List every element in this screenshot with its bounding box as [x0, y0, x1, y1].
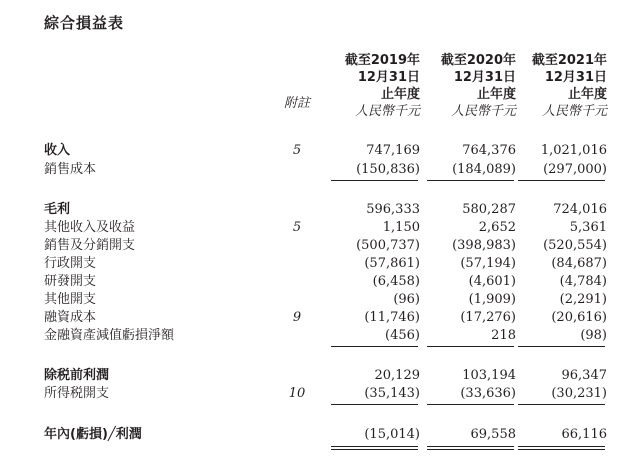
table-row-revenue: [0, 141, 629, 160]
row-note: 9: [292, 310, 302, 325]
column-header-2021-line2: 12月31日: [544, 70, 607, 85]
value-2019: (500,737): [356, 238, 420, 253]
value-2019: (6,458): [372, 274, 420, 289]
table-row-net-profit: [0, 425, 629, 444]
row-label: 銷售及分銷開支: [44, 238, 136, 253]
statement-title: 綜合損益表: [44, 14, 125, 32]
value-2021: (520,554): [543, 238, 607, 253]
row-label: 融資成本: [44, 310, 97, 325]
row-note: 5: [292, 143, 302, 158]
double-underline-2021-top: [518, 446, 605, 447]
column-header-2021: [532, 52, 607, 120]
value-2021: (30,231): [551, 386, 607, 401]
underline-2020: [427, 346, 514, 347]
column-header-2020-line2: 12月31日: [453, 70, 516, 85]
value-2019: (57,861): [364, 256, 420, 271]
column-header-2019-unit: 人民幣千元: [354, 104, 420, 119]
value-2019: (150,836): [356, 162, 420, 177]
underline-2021: [518, 180, 605, 181]
value-2020: 218: [491, 328, 516, 343]
underline-2019: [331, 180, 418, 181]
value-2021: 1,021,016: [540, 143, 607, 158]
value-2020: 580,287: [462, 202, 516, 217]
value-2019: (96): [393, 292, 420, 307]
row-label: 研發開支: [44, 274, 97, 289]
row-label: 除税前利潤: [44, 368, 110, 383]
value-2021: (4,784): [559, 274, 607, 289]
table-row-rnd-expenses: [0, 272, 629, 291]
table-row-finance-costs: [0, 308, 629, 327]
value-2020: (184,089): [452, 162, 516, 177]
row-note: 5: [292, 220, 302, 235]
value-2021: (297,000): [543, 162, 607, 177]
note-column-header: 附註: [283, 96, 310, 111]
value-2019: (11,746): [364, 310, 420, 325]
table-row-other-income: [0, 218, 629, 237]
column-header-2021-line1: 截至2021年: [531, 53, 607, 68]
row-label: 行政開支: [44, 256, 97, 271]
value-2019: (35,143): [364, 386, 420, 401]
underline-2020: [427, 404, 514, 405]
double-underline-2019-bottom: [331, 449, 418, 450]
value-2019: 747,169: [366, 143, 420, 158]
value-2020: (1,909): [468, 292, 516, 307]
row-label: 年內(虧損)╱利潤: [44, 427, 142, 442]
value-2021: (98): [580, 328, 607, 343]
table-row-impairment-losses: [0, 326, 629, 345]
row-label: 所得税開支: [44, 386, 110, 401]
row-note: 10: [288, 386, 306, 401]
row-label: 毛利: [44, 202, 71, 217]
value-2019: (15,014): [364, 427, 420, 442]
double-underline-2021-bottom: [518, 449, 605, 450]
row-label: 金融資產減值虧損淨額: [44, 328, 175, 343]
value-2021: (2,291): [559, 292, 607, 307]
value-2020: 2,652: [478, 220, 516, 235]
column-header-2020: [441, 52, 516, 120]
table-row-gross-profit: [0, 200, 629, 219]
value-2021: (84,687): [551, 256, 607, 271]
value-2020: 103,194: [462, 368, 516, 383]
double-underline-2019-top: [331, 446, 418, 447]
table-row-cost-of-sales: [0, 160, 629, 179]
double-underline-2020-bottom: [427, 449, 514, 450]
table-row-profit-before-tax: [0, 366, 629, 385]
column-header-2021-unit: 人民幣千元: [541, 104, 607, 119]
table-row-admin-expenses: [0, 254, 629, 273]
underline-2021: [518, 346, 605, 347]
column-header-2019: [345, 52, 420, 120]
underline-2019: [331, 346, 418, 347]
value-2021: 5,361: [569, 220, 607, 235]
column-header-2020-line1: 截至2020年: [440, 53, 516, 68]
value-2021: 96,347: [561, 368, 607, 383]
value-2020: (17,276): [460, 310, 516, 325]
underline-2020: [427, 180, 514, 181]
value-2020: (398,983): [452, 238, 516, 253]
table-row-income-tax: [0, 384, 629, 403]
column-header-2019-line1: 截至2019年: [344, 53, 420, 68]
value-2019: 596,333: [366, 202, 420, 217]
row-label: 收入: [44, 143, 71, 158]
value-2021: (20,616): [551, 310, 607, 325]
underline-2019: [331, 404, 418, 405]
value-2020: (57,194): [460, 256, 516, 271]
table-row-other-expenses: [0, 290, 629, 309]
table-row-selling-expenses: [0, 236, 629, 255]
row-label: 銷售成本: [44, 162, 97, 177]
double-underline-2020-top: [427, 446, 514, 447]
value-2019: 20,129: [374, 368, 420, 383]
value-2020: 69,558: [470, 427, 516, 442]
value-2020: (33,636): [460, 386, 516, 401]
underline-2021: [518, 404, 605, 405]
value-2019: (456): [385, 328, 420, 343]
value-2019: 1,150: [382, 220, 420, 235]
column-header-2020-unit: 人民幣千元: [450, 104, 516, 119]
value-2021: 724,016: [553, 202, 607, 217]
column-header-2021-line3: 止年度: [567, 87, 607, 102]
row-label: 其他收入及收益: [44, 220, 136, 235]
value-2020: 764,376: [462, 143, 516, 158]
column-header-2020-line3: 止年度: [476, 87, 516, 102]
column-header-2019-line3: 止年度: [380, 87, 420, 102]
row-label: 其他開支: [44, 292, 97, 307]
value-2021: 66,116: [561, 427, 607, 442]
value-2020: (4,601): [468, 274, 516, 289]
column-header-2019-line2: 12月31日: [357, 70, 420, 85]
